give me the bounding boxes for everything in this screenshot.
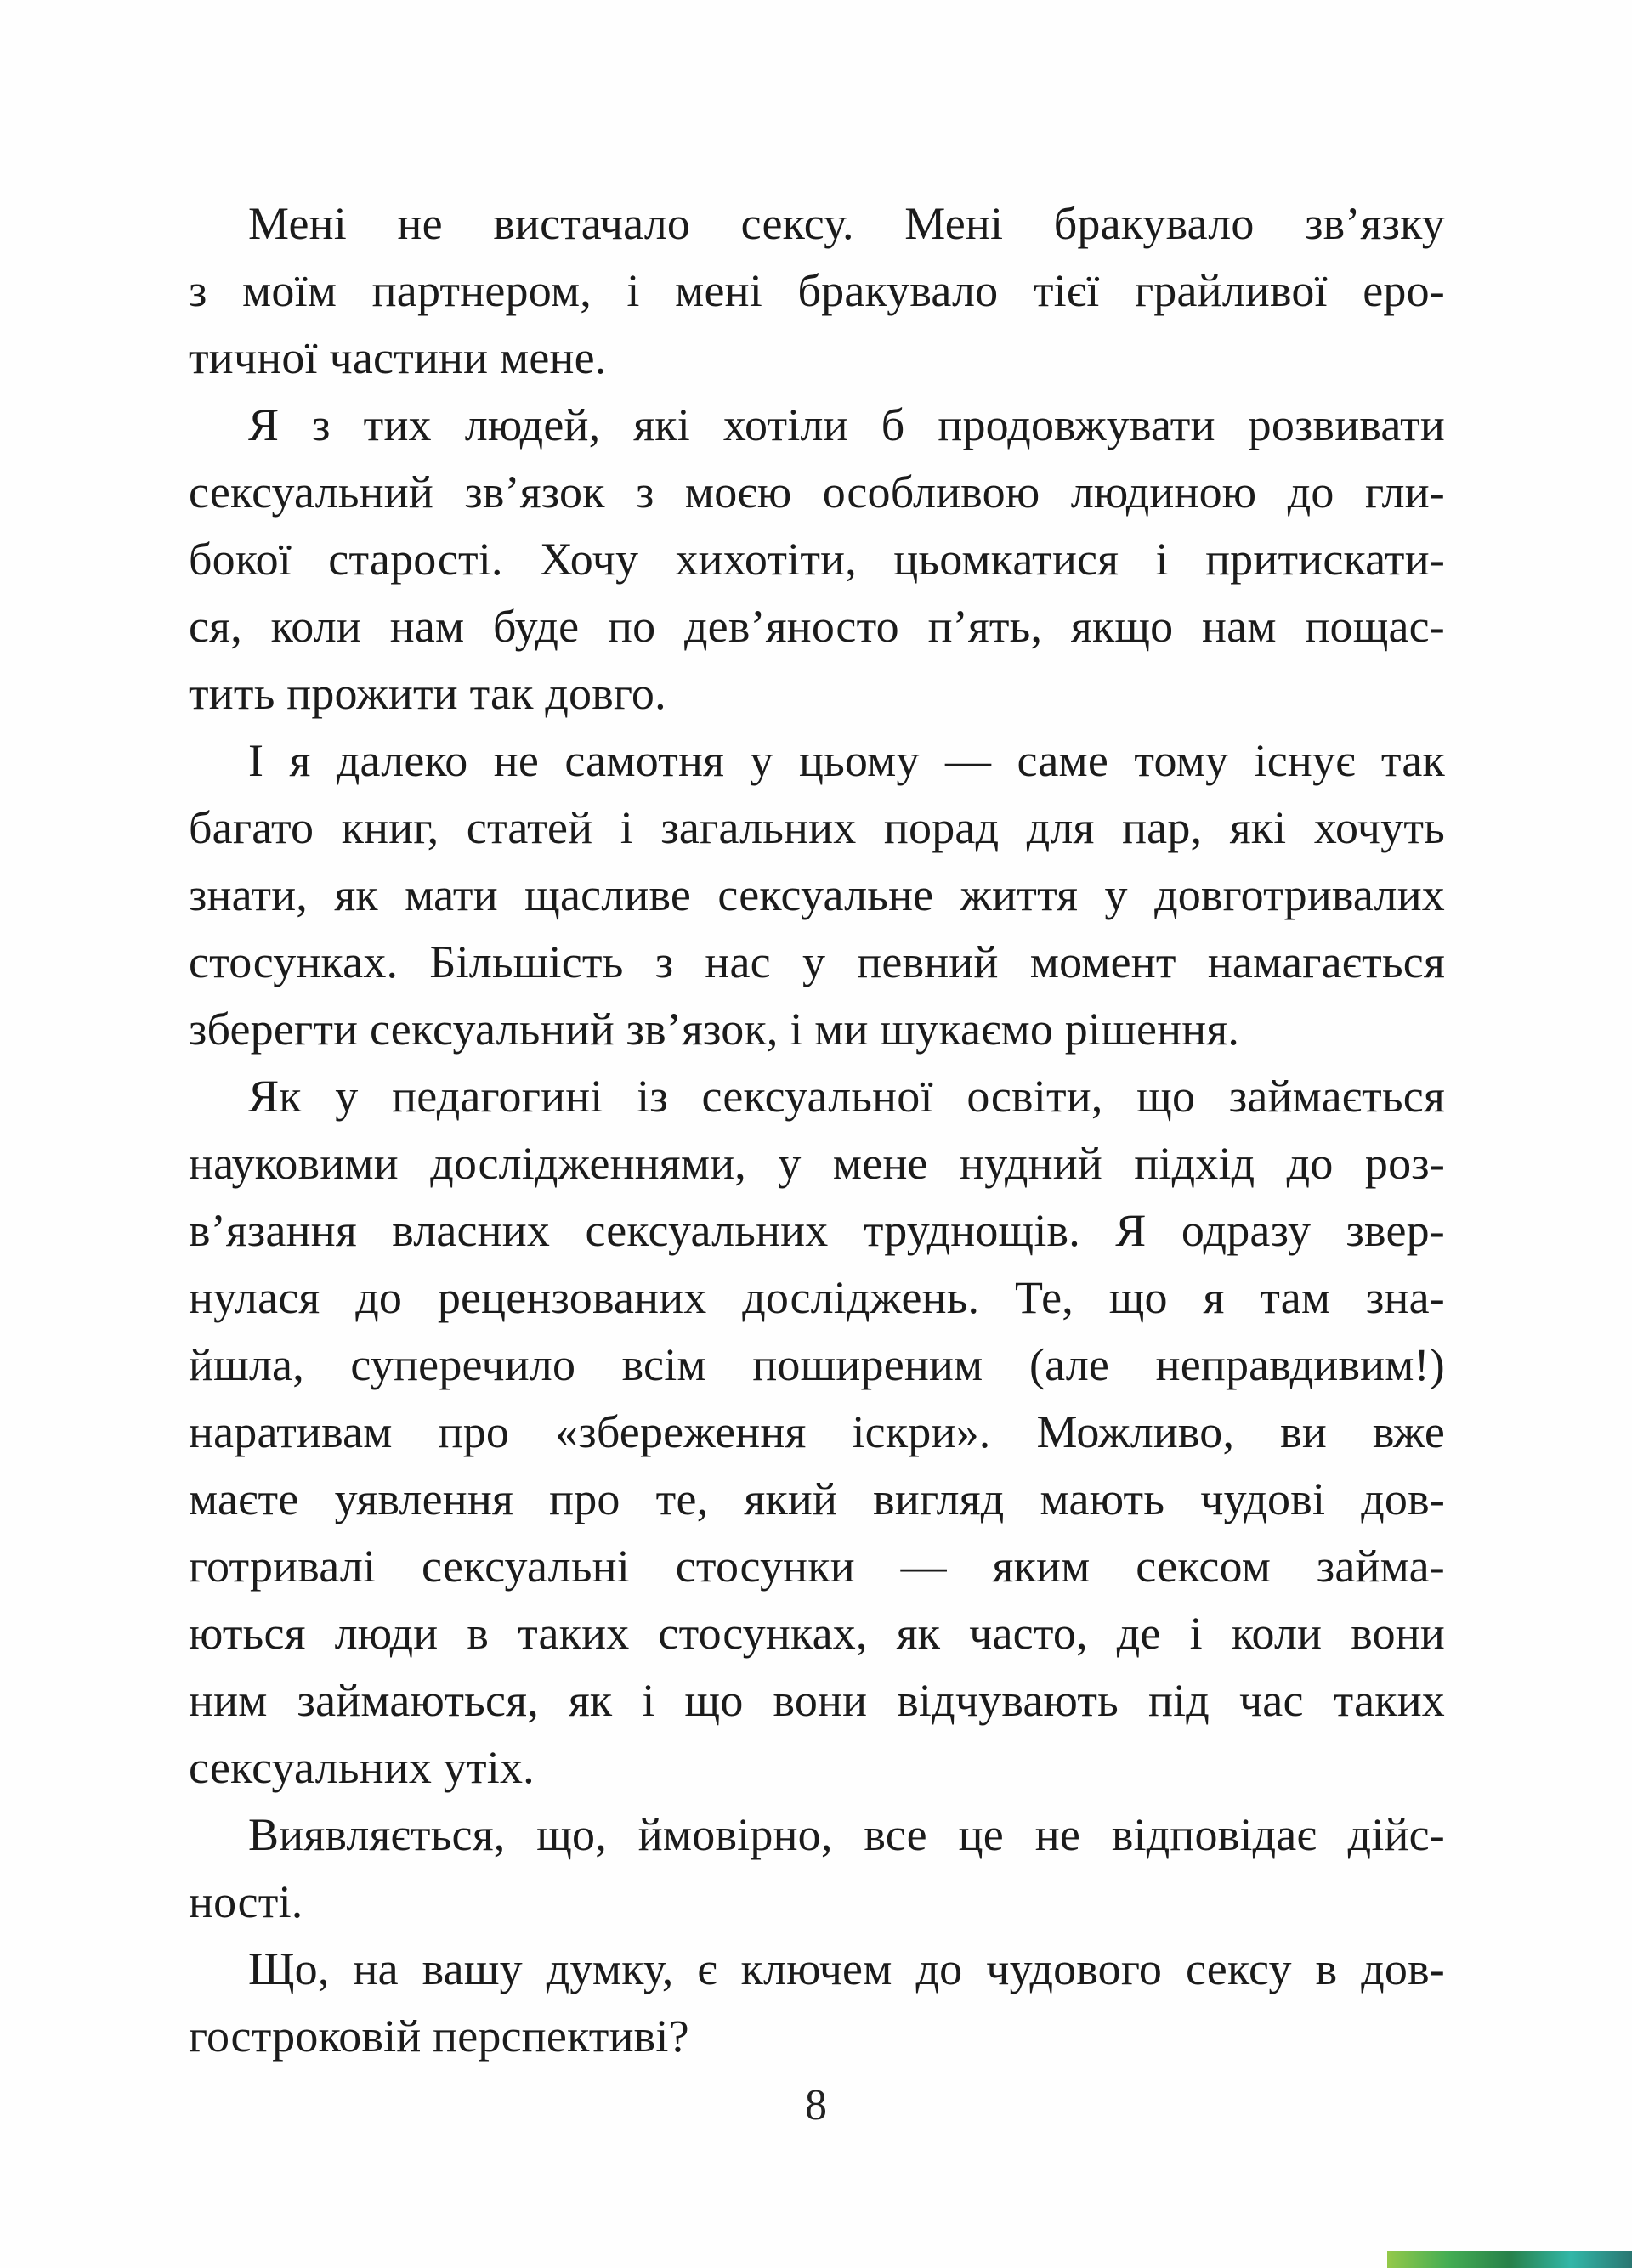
paragraph: [189, 392, 1445, 727]
text-line: сексуальний зв’язок з моєю особливою людиною до гли-: [189, 467, 1445, 518]
text-line: тичної частини мене.: [189, 332, 607, 383]
text-line: ності.: [189, 1876, 303, 1927]
text-line: знати, як мати щасливе сексуальне життя у довготривалих: [189, 869, 1445, 920]
text-line: Як у педагогині із сексуальної освіти, що займається: [248, 1071, 1445, 1122]
paragraph: [189, 1936, 1445, 2070]
page-number: 8: [805, 2081, 827, 2129]
text-line: в’язання власних сексуальних труднощів. Я одразу звер-: [189, 1205, 1445, 1256]
text-line: гостроковій перспективі?: [189, 2011, 689, 2062]
text-line: зберегти сексуальний зв’язок, і ми шукаємо рішення.: [189, 1004, 1240, 1055]
text-line: Що, на вашу думку, є ключем до чудового сексу в дов-: [248, 1943, 1445, 1994]
text-block: [189, 190, 1445, 2070]
text-line: Виявляється, що, ймовірно, все це не відповідає дійс-: [248, 1809, 1445, 1860]
text-line: ним займаються, як і що вони відчувають під час таких: [189, 1675, 1445, 1726]
text-line: маєте уявлення про те, який вигляд мають чудові дов-: [189, 1473, 1445, 1524]
text-line: багато книг, статей і загальних порад для пар, які хочуть: [189, 802, 1445, 853]
paragraph: [189, 1801, 1445, 1936]
text-line: Я з тих людей, які хотіли б продовжувати розвивати: [248, 399, 1445, 450]
text-line: Мені не вистачало сексу. Мені бракувало зв’язку: [248, 198, 1445, 249]
scan-artifact-strip: [1387, 2251, 1632, 2268]
text-line: стосунках. Більшість з нас у певний момент намагається: [189, 936, 1445, 987]
text-line: нулася до рецензованих досліджень. Те, що я там зна-: [189, 1272, 1445, 1323]
text-line: науковими дослідженнями, у мене нудний підхід до роз-: [189, 1138, 1445, 1189]
text-line: ся, коли нам буде по дев’яносто п’ять, якщо нам пощас-: [189, 601, 1445, 652]
text-line: йшла, суперечило всім поширеним (але неправдивим!): [189, 1339, 1445, 1390]
text-line: ються люди в таких стосунках, як часто, де і коли вони: [189, 1608, 1445, 1659]
paragraph: [189, 727, 1445, 1063]
text-line: бокої старості. Хочу хихотіти, цьомкатися і притискати-: [189, 534, 1445, 585]
text-line: з моїм партнером, і мені бракувало тієї грайливої еро-: [189, 265, 1445, 316]
text-line: сексуальних утіх.: [189, 1742, 535, 1793]
paragraph: [189, 1063, 1445, 1801]
text-line: І я далеко не самотня у цьому — саме тому існує так: [248, 735, 1445, 786]
text-line: готривалі сексуальні стосунки — яким сексом займа-: [189, 1541, 1445, 1592]
text-line: тить прожити так довго.: [189, 668, 666, 719]
paragraph: [189, 190, 1445, 392]
text-line: наративам про «збереження іскри». Можливо, ви вже: [189, 1406, 1445, 1457]
